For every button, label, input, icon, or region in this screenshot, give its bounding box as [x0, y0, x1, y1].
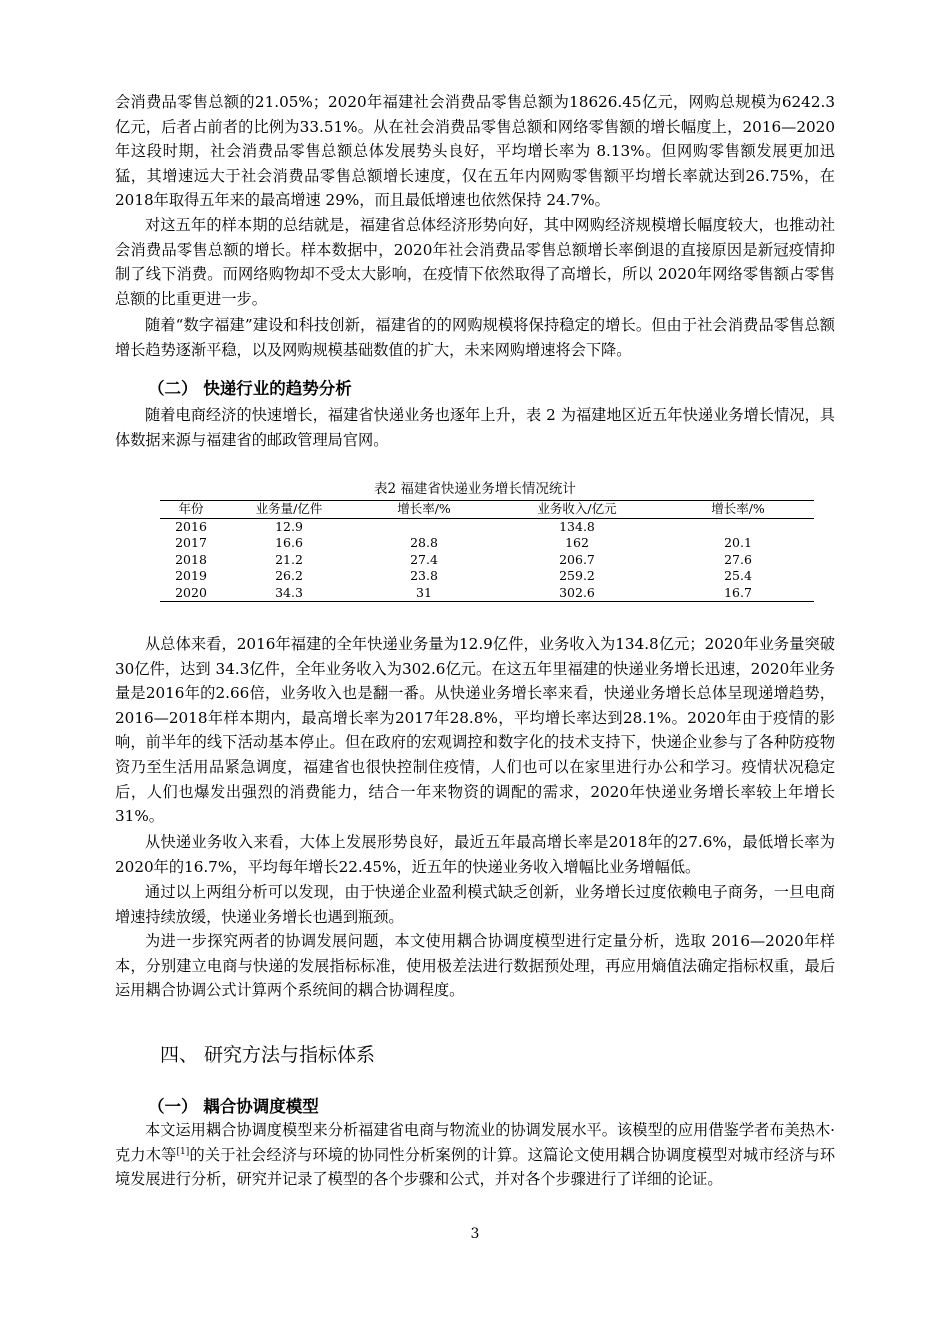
- table-cell: 259.2: [559, 568, 595, 583]
- page-number: 3: [470, 1226, 480, 1242]
- column-header-year: 年份: [160, 501, 222, 519]
- table-cell: 26.2: [275, 568, 303, 583]
- table-cell: 2018: [175, 551, 207, 567]
- section-heading-methods: 四、 研究方法与指标体系: [160, 1044, 376, 1066]
- paragraph-text-part2: 的关于社会经济与环境的协同性分析案例的计算。这篇论文使用耦合协调度模型对城市经济与环境发展进行分析，研究并记录了模型的各个步骤和公式，并对各个步骤进行了详细的论证。: [115, 1145, 835, 1189]
- column-header-volume: 业务量/亿件: [222, 501, 356, 519]
- table-cell: 21.2: [275, 551, 303, 567]
- heading-express-trend: （二） 快递行业的趋势分析: [148, 379, 352, 398]
- table-header-row: [160, 501, 814, 519]
- table-cell: 27.6: [724, 551, 752, 567]
- table-cell: 2020: [160, 585, 222, 602]
- table-cell: 28.8: [410, 535, 438, 550]
- table-cell: 2016: [175, 518, 207, 534]
- table-row: [160, 568, 814, 585]
- table-cell: 23.8: [410, 568, 438, 583]
- table-cell: 20.1: [724, 535, 752, 550]
- table-cell: 16.6: [275, 535, 303, 550]
- table-cell: 12.9: [275, 518, 303, 534]
- table-row: [160, 535, 814, 552]
- table-cell: 2019: [175, 568, 207, 583]
- paragraph-express-revenue: 从快递业务收入来看，大体上发展形势良好，最近五年最高增长率是2018年的27.6%，最低增长率为2020年的16.7%，平均每年增长22.45%，近五年的快递业务收入增幅比业务增幅低。: [115, 833, 835, 876]
- table-row: [160, 585, 814, 602]
- table-cell: 16.7: [662, 585, 814, 602]
- paragraph-digital-fujian: 随着“数字福建”建设和科技创新，福建省的的网购规模将保持稳定的增长。但由于社会消费品零售总额增长趋势逐渐平稳，以及网购规模基础数值的扩大，未来网购增速将会下降。: [115, 316, 835, 359]
- table-cell: [662, 518, 814, 535]
- paragraph-express-intro: 随着电商经济的快速增长，福建省快递业务也逐年上升，表 2 为福建地区近五年快递业务增长情况，具体数据来源与福建省的邮政管理局官网。: [115, 406, 835, 449]
- table-cell: 134.8: [559, 518, 595, 534]
- table-row: [160, 552, 814, 569]
- table-cell: [356, 518, 492, 535]
- column-header-revenue-growth: 增长率/%: [662, 501, 814, 519]
- paragraph-text-part1: 本文运用耦合协调度模型来分析福建省电商与物流业的协调发展水平。该模型的应用借鉴学者布美热木·克力木等: [115, 1121, 835, 1164]
- paragraph-consumption-summary: 会消费品零售总额的21.05%；2020年福建社会消费品零售总额为18626.45亿元，网购总规模为6242.3亿元，后者占前者的比例为33.51%。从在社会消费品零售总额和网络零售额的增长幅度上，2016—2020年这段时期，社会消费品零售总额总体发展势头良好，平均增长率为 8.13%。但网购零售额发展更加迅猛，其增速远大于社会消费品零售总额增长速度，仅在五年内网购零售额平均增长率就达到26.75%，在2018年取得五年来的最高增速 29%，而且最低增速也依然保持 24.7%。: [115, 93, 835, 210]
- table-cell: 25.4: [724, 568, 752, 583]
- table-cell: 31: [356, 585, 492, 602]
- table-row: [160, 518, 814, 535]
- citation-reference: [1]: [176, 1146, 190, 1157]
- column-header-revenue: 业务收入/亿元: [492, 501, 662, 519]
- heading-coupling-model: （一） 耦合协调度模型: [148, 1097, 319, 1116]
- table-cell: 2017: [175, 535, 207, 550]
- express-growth-table: [160, 500, 814, 602]
- table-cell: 302.6: [492, 585, 662, 602]
- table-cell: 27.4: [410, 551, 438, 567]
- table-cell: 162: [565, 535, 589, 550]
- column-header-volume-growth: 增长率/%: [356, 501, 492, 519]
- paragraph-method-intro: 为进一步探究两者的协调发展问题，本文使用耦合协调度模型进行定量分析，选取 2016—2020年样本，分别建立电商与快递的发展指标标准，使用极差法进行数据预处理，再应用熵值法确定指标权重，最后运用耦合协调公式计算两个系统间的耦合协调程度。: [115, 932, 835, 1000]
- table-cell: 206.7: [559, 551, 595, 567]
- table-cell: 34.3: [222, 585, 356, 602]
- paragraph-coupling-model: [115, 1118, 835, 1192]
- paragraph-bottleneck: 通过以上两组分析可以发现，由于快递企业盈利模式缺乏创新，业务增长过度依赖电子商务，一旦电商增速持续放缓，快递业务增长也遇到瓶颈。: [115, 883, 835, 926]
- paragraph-express-overview: 从总体来看，2016年福建的全年快递业务量为12.9亿件，业务收入为134.8亿元；2020年业务量突破30亿件，达到 34.3亿件，全年业务收入为302.6亿元。在这五年里福建的快递业务增长迅速，2020年业务量是2016年的2.66倍，业务收入也是翻一番。从快递业务增长率来看，快递业务增长总体呈现递增趋势，2016—2018年样本期内，最高增长率为2017年28.8%，平均增长率达到28.1%。2020年由于疫情的影响，前半年的线下活动基本停止。但在政府的宏观调控和数字化的技术支持下，快递企业参与了各种防疫物资乃至生活用品紧急调度，福建省也很快控制住疫情，人们也可以在家里进行办公和学习。疫情状况稳定后，人们也爆发出强烈的消费能力，结合一年来物资的调配的需求，2020年快递业务增长率较上年增长31%。: [115, 635, 835, 826]
- paragraph-five-year-summary: 对这五年的样本期的总结就是，福建省总体经济形势向好，其中网购经济规模增长幅度较大，也推动社会消费品零售总额的增长。样本数据中，2020年社会消费品零售总额增长率倒退的直接原因是新冠疫情抑制了线下消费。而网络购物却不受太大影响，在疫情下依然取得了高增长，所以 2020年网络零售额占零售总额的比重更进一步。: [115, 216, 835, 308]
- table-caption: 表2 福建省快递业务增长情况统计: [374, 481, 576, 497]
